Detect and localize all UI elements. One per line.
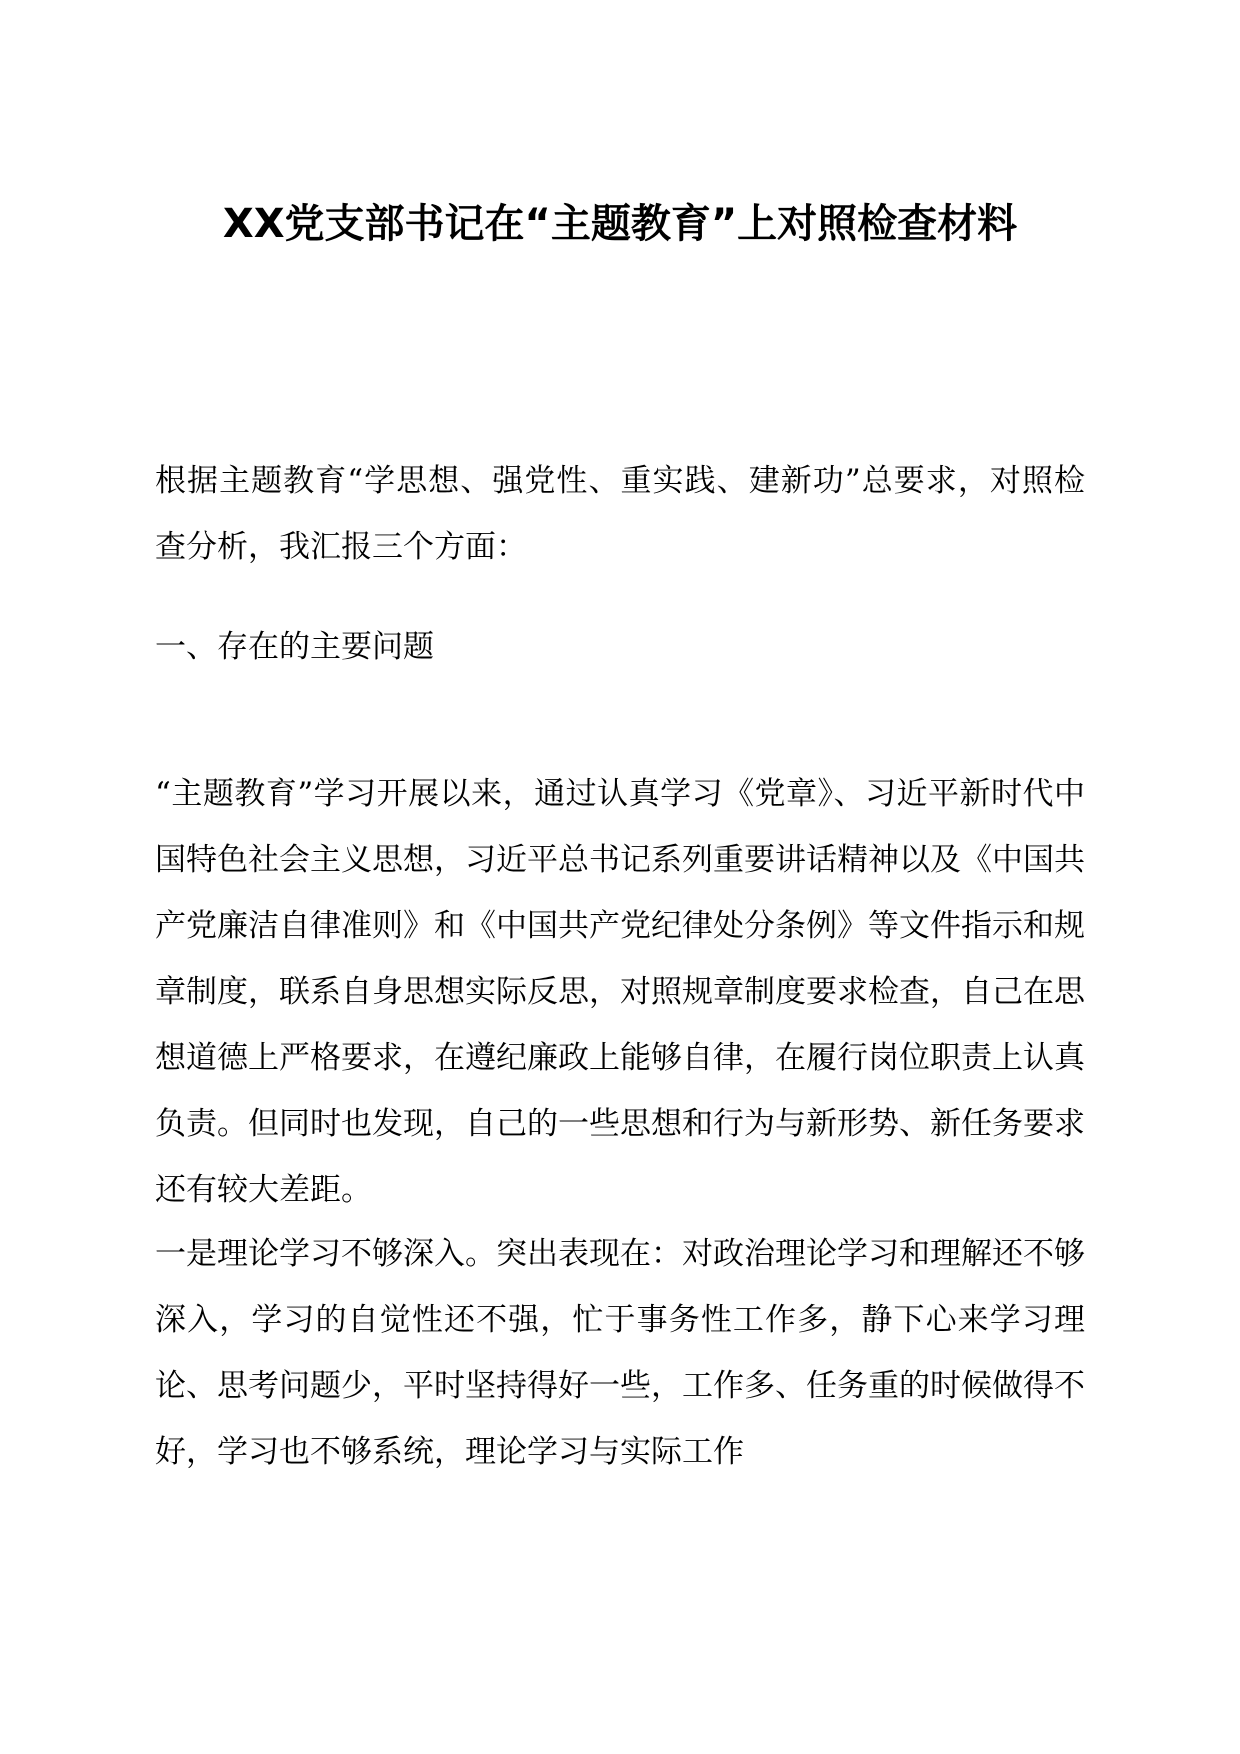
intro-paragraph: 根据主题教育“学思想、强党性、重实践、建新功”总要求，对照检查分析，我汇报三个方面： (155, 463, 1085, 565)
body-paragraph-1: “主题教育”学习开展以来，通过认真学习《党章》、习近平新时代中国特色社会主义思想，习近平总书记系列重要讲话精神以及《中国共产党廉洁自律准则》和《中国共产党纪律处分条例》等文件指示和规章制度，联系自身思想实际反思，对照规章制度要求检查，自己在思想道德上严格要求，在遵纪廉政上能够自律，在履行岗位职责上认真负责。但同时也发现，自己的一些思想和行为与新形势、新任务要求还有较大差距。 (155, 776, 1085, 1208)
section-heading: 一、存在的主要问题 (155, 629, 434, 665)
document-title: XX党支部书记在“主题教育”上对照检查材料 (222, 201, 1018, 247)
body-paragraph-2: 一是理论学习不够深入。突出表现在：对政治理论学习和理解还不够深入，学习的自觉性还不强，忙于事务性工作多，静下心来学习理论、思考问题少，平时坚持得好一些，工作多、任务重的时候做得不好，学习也不够系统，理论学习与实际工作 (155, 1236, 1085, 1470)
